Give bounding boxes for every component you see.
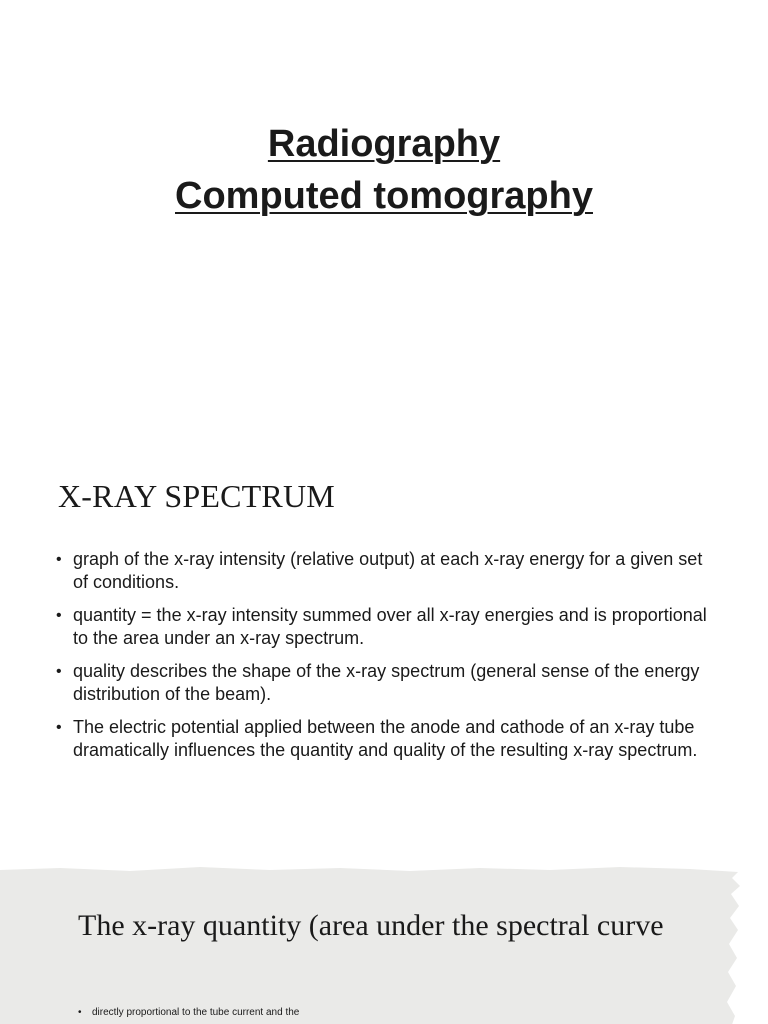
title-computed-tomography: Computed tomography [175, 175, 593, 217]
bullet-graph: • graph of the x-ray intensity (relative output) at each x-ray energy for a given set of conditions. [56, 548, 716, 594]
xray-spectrum-bullets [56, 548, 716, 772]
xray-quantity-heading: The x-ray quantity (area under the spectral curve [78, 909, 664, 942]
bullet-tube-current: • directly proportional to the tube current and the [78, 1006, 299, 1019]
slide-xray-spectrum [0, 430, 768, 862]
slide-title [0, 0, 768, 430]
slide-xray-quantity [0, 862, 768, 1024]
torn-paper-background [0, 866, 768, 1024]
bullet-quantity: • quantity = the x-ray intensity summed over all x-ray energies and is proportional to the area under an x-ray spectrum. [56, 604, 716, 650]
xray-quantity-bullets [78, 1006, 299, 1019]
bullet-quality: • quality describes the shape of the x-ray spectrum (general sense of the energy distribution of the beam). [56, 660, 716, 706]
slide-title-heading [0, 118, 768, 222]
bullet-electric-potential: • The electric potential applied between the anode and cathode of an x-ray tube dramatically influences the quantity and quality of the resulting x-ray spectrum. [56, 716, 716, 762]
title-radiography: Radiography [267, 123, 501, 165]
xray-spectrum-heading: X-RAY SPECTRUM [58, 478, 335, 514]
